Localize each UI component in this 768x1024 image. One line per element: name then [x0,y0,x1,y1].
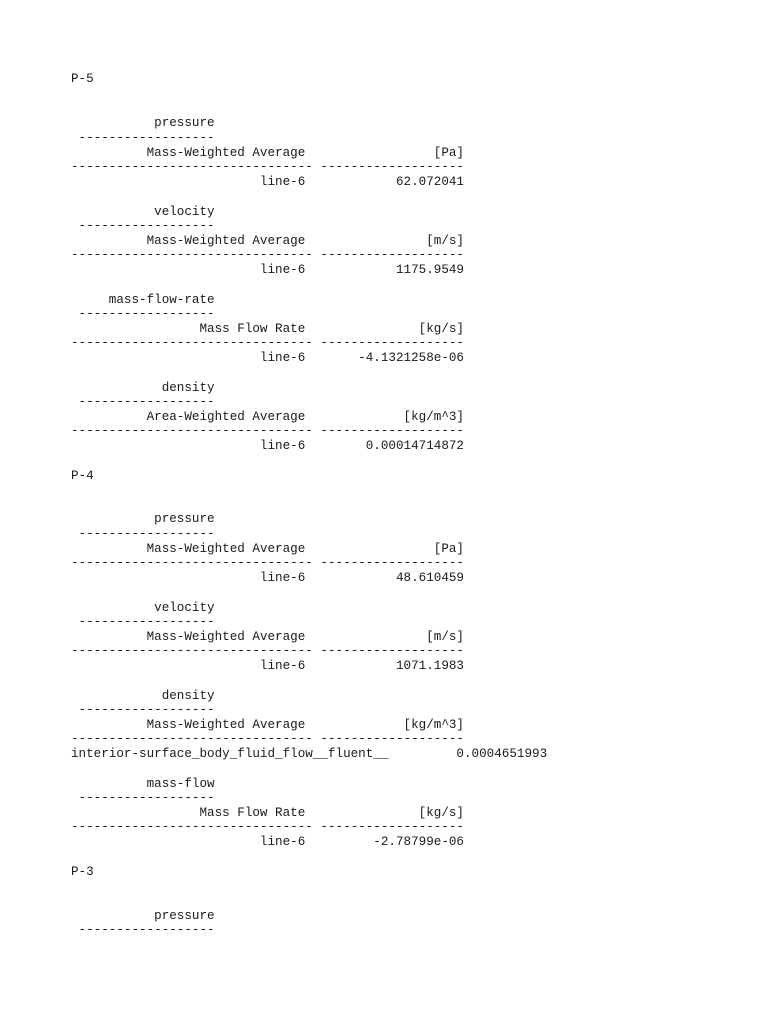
table-rule: -------------------------------- ------------------- [71,644,464,658]
column-header-row: Mass Flow Rate [kg/s] [71,322,464,336]
table-row: line-6 48.610459 [71,571,464,585]
table-row: line-6 62.072041 [71,175,464,189]
column-header-row: Mass-Weighted Average [kg/m^3] [71,718,464,732]
table-row: interior-surface_body_fluid_flow__fluent__ 0.0004651993 [71,747,548,761]
table-rule: -------------------------------- ------------------- [71,336,464,350]
column-header-row: Area-Weighted Average [kg/m^3] [71,410,464,424]
column-header-row: Mass-Weighted Average [Pa] [71,542,464,556]
column-header-row: Mass-Weighted Average [m/s] [71,234,464,248]
table-rule: -------------------------------- ------------------- [71,160,464,174]
quantity-label: pressure [71,512,215,526]
table-rule: -------------------------------- ------------------- [71,248,464,262]
underline-rule: ------------------ [71,219,215,233]
quantity-label: mass-flow-rate [71,293,215,307]
quantity-label: mass-flow [71,777,215,791]
section-heading-p4: P-4 [71,469,94,483]
column-header-row: Mass-Weighted Average [m/s] [71,630,464,644]
underline-rule: ------------------ [71,703,215,717]
quantity-label: density [71,689,215,703]
underline-rule: ------------------ [71,131,215,145]
quantity-label: velocity [71,205,215,219]
table-row: line-6 1175.9549 [71,263,464,277]
column-header-row: Mass Flow Rate [kg/s] [71,806,464,820]
table-rule: -------------------------------- ------------------- [71,424,464,438]
section-heading-p3: P-3 [71,865,94,879]
table-row: line-6 -2.78799e-06 [71,835,464,849]
section-heading-p5: P-5 [71,72,94,86]
table-rule: -------------------------------- ------------------- [71,556,464,570]
underline-rule: ------------------ [71,527,215,541]
table-rule: -------------------------------- ------------------- [71,732,464,746]
underline-rule: ------------------ [71,615,215,629]
quantity-label: pressure [71,909,215,923]
table-row: line-6 -4.1321258e-06 [71,351,464,365]
underline-rule: ------------------ [71,307,215,321]
underline-rule: ------------------ [71,395,215,409]
underline-rule: ------------------ [71,923,215,937]
underline-rule: ------------------ [71,791,215,805]
quantity-label: velocity [71,601,215,615]
table-row: line-6 0.00014714872 [71,439,464,453]
table-rule: -------------------------------- ------------------- [71,820,464,834]
quantity-label: density [71,381,215,395]
table-row: line-6 1071.1983 [71,659,464,673]
column-header-row: Mass-Weighted Average [Pa] [71,146,464,160]
quantity-label: pressure [71,116,215,130]
